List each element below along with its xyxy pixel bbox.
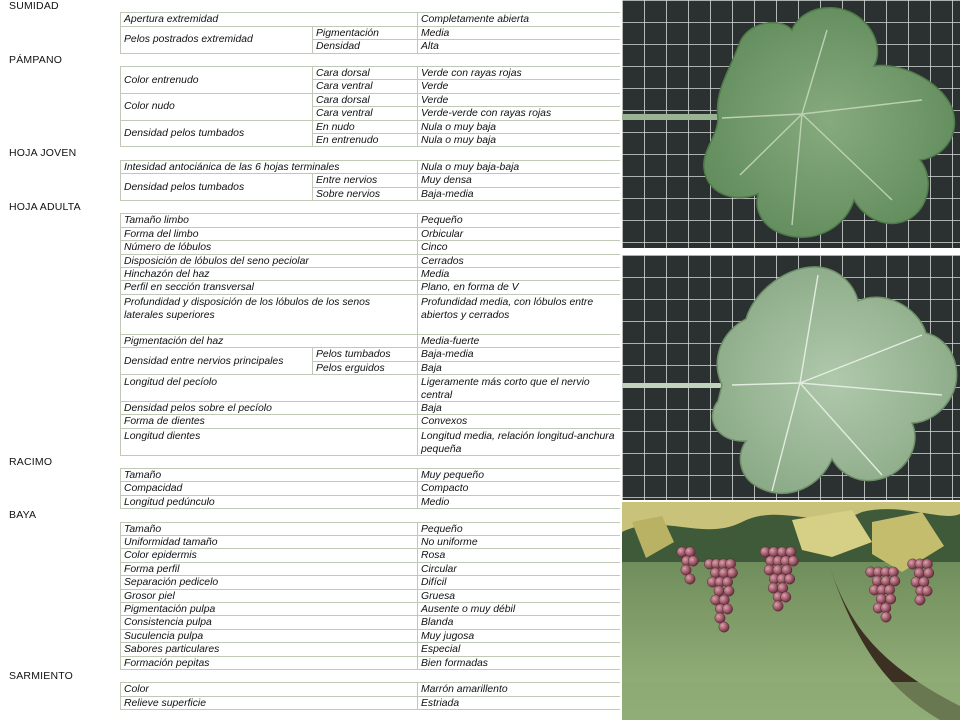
grape-berry <box>924 568 934 578</box>
table-left-border <box>120 107 121 120</box>
grape-berry <box>727 568 737 578</box>
table-left-border <box>120 523 121 536</box>
attribute-label: Uniformidad tamaño <box>124 537 218 548</box>
attribute-label: Densidad pelos sobre el pecíolo <box>124 403 272 414</box>
column-divider <box>417 536 418 549</box>
table-left-border <box>120 402 121 415</box>
table-row <box>0 107 620 120</box>
column-divider <box>417 107 418 120</box>
table-left-border <box>120 429 121 456</box>
grape-cluster-image <box>622 502 960 720</box>
table-left-border <box>120 496 121 509</box>
attribute-label: Color nudo <box>124 101 175 113</box>
column-divider <box>417 80 418 93</box>
column-divider <box>312 107 313 120</box>
attribute-label: Forma perfil <box>124 563 180 575</box>
table-left-border <box>120 576 121 589</box>
column-divider <box>417 67 418 80</box>
column-divider <box>417 348 418 361</box>
table-row <box>0 121 620 140</box>
attribute-value: Muy jugosa <box>421 630 475 642</box>
column-divider <box>417 134 418 147</box>
grape-cluster-photo <box>622 502 960 720</box>
table-left-border <box>120 241 121 254</box>
table-row <box>0 429 620 456</box>
table-row <box>0 683 620 696</box>
table-left-border <box>120 228 121 241</box>
attribute-value: Cinco <box>421 242 448 254</box>
table-left-border <box>120 630 121 643</box>
attribute-value: Difícil <box>421 577 447 589</box>
attribute-value: Circular <box>421 563 457 575</box>
column-divider <box>417 174 418 187</box>
table-row <box>0 27 620 46</box>
column-divider <box>417 590 418 603</box>
grape-berry <box>890 576 900 586</box>
section-heading: PÁMPANO <box>9 53 63 66</box>
section-heading: RACIMO <box>9 455 53 468</box>
photo-column <box>622 0 960 720</box>
sub-attribute-label: Pelos tumbados <box>316 349 391 361</box>
attribute-label: Tamaño <box>124 523 162 535</box>
table-row <box>0 536 620 549</box>
table-left-border <box>120 27 121 40</box>
table-row <box>0 80 620 93</box>
attribute-label: Pigmentación del haz <box>124 336 224 347</box>
attribute-value: Verde <box>421 81 449 93</box>
column-divider <box>417 683 418 696</box>
attribute-value: Media <box>421 269 450 280</box>
attribute-value: Verde <box>421 94 449 106</box>
attribute-value: Bien formadas <box>421 657 488 669</box>
grape-berry <box>915 595 925 605</box>
attribute-value: Marrón amarillento <box>421 684 508 696</box>
grape-berry <box>781 592 791 602</box>
attribute-label: Compacidad <box>124 483 183 495</box>
table-row <box>0 643 620 656</box>
attribute-label: Formación pepitas <box>124 657 210 669</box>
table-row <box>0 697 620 710</box>
attribute-value: Cerrados <box>421 255 464 267</box>
column-divider <box>417 616 418 629</box>
table-row <box>0 469 620 482</box>
table-row <box>0 616 620 629</box>
table-row <box>0 496 620 509</box>
column-divider <box>417 469 418 482</box>
column-divider <box>417 161 418 174</box>
table-left-border <box>120 362 121 375</box>
attribute-value: Estriada <box>421 697 460 709</box>
attribute-value: Ligeramente más corto que el nervio central <box>421 377 590 402</box>
table-left-border <box>120 214 121 227</box>
table-row <box>0 241 620 254</box>
attribute-label: Tamaño limbo <box>124 215 189 227</box>
attribute-label: Grosor piel <box>124 590 175 602</box>
table-row <box>0 214 620 227</box>
column-divider <box>312 40 313 53</box>
attribute-label: Color entrenudo <box>124 74 199 86</box>
grape-berry <box>724 586 734 596</box>
grape-berry <box>782 565 792 575</box>
sub-attribute-label: Cara ventral <box>316 108 373 120</box>
sub-attribute-label: En nudo <box>316 121 355 133</box>
attribute-label: Consistencia pulpa <box>124 617 212 629</box>
rule-line <box>120 669 620 670</box>
table-row <box>0 228 620 241</box>
attribute-value: Baja <box>421 362 442 374</box>
attribute-value: Convexos <box>421 416 468 428</box>
attribute-label: Profundidad y disposición de los lóbulos de los senos laterales superiores <box>124 296 371 321</box>
table-left-border <box>120 415 121 428</box>
section-heading: SUMIDAD <box>9 0 59 12</box>
attribute-label: Perfil en sección transversal <box>124 282 254 294</box>
column-divider <box>417 576 418 589</box>
column-divider <box>312 188 313 201</box>
rule-line <box>120 146 620 147</box>
grape-berry <box>884 585 894 595</box>
leaf-underside-image <box>622 255 960 500</box>
attribute-label: Tamaño <box>124 470 162 481</box>
section-heading: HOJA ADULTA <box>9 201 81 213</box>
table-left-border <box>120 67 121 80</box>
grape-berry <box>722 604 732 614</box>
table-row <box>0 482 620 495</box>
column-divider <box>417 563 418 576</box>
attribute-label: Separación pedicelo <box>124 577 219 589</box>
sub-attribute-label: Pelos erguidos <box>316 362 385 374</box>
attribute-label: Pigmentación pulpa <box>124 604 216 615</box>
attribute-label: Apertura extremidad <box>124 14 219 26</box>
attribute-value: Baja-media <box>421 349 474 361</box>
column-divider <box>312 134 313 147</box>
attribute-label: Relieve superficie <box>124 697 207 709</box>
attribute-value: Baja-media <box>421 188 474 200</box>
column-divider <box>417 496 418 509</box>
column-divider <box>417 429 418 456</box>
table-row <box>0 375 620 402</box>
table-left-border <box>120 121 121 134</box>
table-left-border <box>120 683 121 696</box>
column-divider <box>312 174 313 187</box>
table-left-border <box>120 268 121 281</box>
column-divider <box>417 268 418 281</box>
attribute-label: Longitud pedúnculo <box>124 496 215 508</box>
attribute-label: Densidad pelos tumbados <box>124 128 245 140</box>
grape-berry <box>886 594 896 604</box>
column-divider <box>417 415 418 428</box>
grape-berry <box>788 556 798 566</box>
attribute-label: Suculencia pulpa <box>124 630 204 642</box>
table-row <box>0 362 620 375</box>
attribute-value: Blanda <box>421 617 454 629</box>
attribute-value: Verde con rayas rojas <box>421 68 522 79</box>
column-divider <box>417 255 418 268</box>
attribute-value: Nula o muy baja-baja <box>421 161 520 173</box>
column-divider <box>417 40 418 53</box>
attribute-value: Profundidad media, con lóbulos entre abiertos y cerrados <box>421 296 594 321</box>
column-divider <box>312 362 313 375</box>
attribute-value: Pequeño <box>421 523 463 535</box>
table-left-border <box>120 134 121 147</box>
column-divider <box>417 94 418 107</box>
attribute-value: Medio <box>421 496 450 508</box>
column-divider <box>417 402 418 415</box>
attribute-label: Sabores particulares <box>124 644 220 656</box>
attribute-label: Pelos postrados extremidad <box>124 34 253 46</box>
attribute-value: Ausente o muy débil <box>421 604 516 615</box>
column-divider <box>417 13 418 26</box>
column-divider <box>312 67 313 80</box>
table-row <box>0 94 620 113</box>
column-divider <box>417 603 418 616</box>
table-row <box>0 335 620 348</box>
column-divider <box>417 630 418 643</box>
table-row <box>0 415 620 428</box>
table-row <box>0 40 620 53</box>
table-row <box>0 255 620 268</box>
table-left-border <box>120 643 121 656</box>
attribute-value: Especial <box>421 644 461 656</box>
table-left-border <box>120 563 121 576</box>
rule-line <box>120 53 620 54</box>
grape-berry <box>888 567 898 577</box>
attribute-value: Verde-verde con rayas rojas <box>421 108 552 120</box>
table-row <box>0 188 620 201</box>
sub-attribute-label: Entre nervios <box>316 175 378 187</box>
attribute-label: Disposición de lóbulos del seno peciolar <box>124 255 309 267</box>
rule-line <box>120 508 620 509</box>
table-row <box>0 590 620 603</box>
grape-berry <box>688 556 698 566</box>
attribute-value: Plano, en forma de V <box>421 282 519 294</box>
attribute-value: Muy pequeño <box>421 470 484 481</box>
table-row <box>0 174 620 193</box>
table-left-border <box>120 161 121 174</box>
table-left-border <box>120 80 121 93</box>
column-divider <box>417 523 418 536</box>
column-divider <box>417 482 418 495</box>
attribute-value: Completamente abierta <box>421 14 530 26</box>
grape-berry <box>768 583 778 593</box>
attribute-value: Nula o muy baja <box>421 121 497 133</box>
leaf-upper-side-image <box>622 0 960 248</box>
sub-attribute-label: En entrenudo <box>316 135 379 146</box>
table-row <box>0 281 620 294</box>
attribute-value: Nula o muy baja <box>421 135 497 146</box>
table-left-border <box>120 281 121 294</box>
table-row <box>0 134 620 147</box>
grape-berry <box>784 574 794 584</box>
column-divider <box>417 295 418 335</box>
table-row <box>0 268 620 281</box>
rule-line <box>120 455 620 456</box>
column-divider <box>417 281 418 294</box>
column-divider <box>417 214 418 227</box>
sub-attribute-label: Pigmentación <box>316 27 379 39</box>
attribute-value: Compacto <box>421 483 469 495</box>
sub-attribute-label: Cara dorsal <box>316 94 370 106</box>
attribute-label: Color <box>124 684 149 696</box>
table-left-border <box>120 174 121 187</box>
leaf-upper-side-photo <box>622 0 960 248</box>
grape-berry <box>773 601 783 611</box>
grape-berry <box>719 622 729 632</box>
column-divider <box>417 697 418 710</box>
attribute-value: Alta <box>421 41 439 53</box>
leaf-underside-photo <box>622 255 960 500</box>
table-row <box>0 603 620 616</box>
table-row <box>0 13 620 26</box>
table-left-border <box>120 469 121 482</box>
table-row <box>0 549 620 562</box>
column-divider <box>312 27 313 40</box>
column-divider <box>417 121 418 134</box>
attribute-label: Color epidermis <box>124 550 197 562</box>
column-divider <box>417 375 418 402</box>
attribute-value: Gruesa <box>421 590 456 602</box>
table-left-border <box>120 40 121 53</box>
sub-attribute-label: Cara dorsal <box>316 68 370 79</box>
table-left-border <box>120 603 121 616</box>
attribute-value: No uniforme <box>421 537 478 548</box>
column-divider <box>417 228 418 241</box>
table-left-border <box>120 657 121 670</box>
table-left-border <box>120 482 121 495</box>
attribute-label: Longitud del pecíolo <box>124 377 218 389</box>
attribute-label: Intesidad antociánica de las 6 hojas terminales <box>124 161 340 173</box>
column-divider <box>417 643 418 656</box>
column-divider <box>417 657 418 670</box>
table-left-border <box>120 549 121 562</box>
table-row <box>0 657 620 670</box>
grape-berry <box>722 577 732 587</box>
column-divider <box>417 362 418 375</box>
column-divider <box>312 94 313 107</box>
sub-attribute-label: Cara ventral <box>316 81 373 93</box>
grape-berry <box>786 547 796 557</box>
attribute-label: Densidad entre nervios principales <box>124 356 284 368</box>
section-heading: BAYA <box>9 509 37 522</box>
grape-berry <box>881 612 891 622</box>
table-row <box>0 295 620 335</box>
attribute-value: Media <box>421 27 450 39</box>
table-row <box>0 402 620 415</box>
column-divider <box>312 121 313 134</box>
attribute-label: Forma de dientes <box>124 416 205 428</box>
attribute-label: Número de lóbulos <box>124 242 212 254</box>
table-row <box>0 630 620 643</box>
attribute-value: Pequeño <box>421 215 463 227</box>
attribute-value: Rosa <box>421 550 446 562</box>
attribute-value: Muy densa <box>421 175 472 187</box>
grape-berry <box>725 559 735 569</box>
attribute-value: Baja <box>421 403 442 414</box>
rule-line <box>120 709 620 710</box>
column-divider <box>417 27 418 40</box>
column-divider <box>417 549 418 562</box>
table-left-border <box>120 697 121 710</box>
table-left-border <box>120 295 121 335</box>
table-left-border <box>120 94 121 107</box>
section-heading: HOJA JOVEN <box>9 147 77 160</box>
sub-attribute-label: Sobre nervios <box>316 188 381 200</box>
column-divider <box>417 188 418 201</box>
attribute-value: Media-fuerte <box>421 336 480 347</box>
attribute-label: Longitud dientes <box>124 430 201 442</box>
table-left-border <box>120 255 121 268</box>
attribute-label: Hinchazón del haz <box>124 269 210 280</box>
table-row <box>0 523 620 536</box>
column-divider <box>312 80 313 93</box>
attribute-value: Orbicular <box>421 228 464 240</box>
table-left-border <box>120 375 121 402</box>
column-divider <box>417 335 418 348</box>
table-left-border <box>120 335 121 348</box>
table-row <box>0 576 620 589</box>
table-row <box>0 563 620 576</box>
sub-attribute-label: Densidad <box>316 41 360 53</box>
grape-berry <box>685 574 695 584</box>
attribute-label: Forma del limbo <box>124 228 199 240</box>
grape-berry <box>922 559 932 569</box>
table-left-border <box>120 536 121 549</box>
table-row <box>0 67 620 86</box>
attribute-label: Densidad pelos tumbados <box>124 181 245 193</box>
table-left-border <box>120 13 121 26</box>
table-left-border <box>120 348 121 361</box>
rule-line <box>120 200 620 201</box>
table-row <box>0 161 620 174</box>
column-divider <box>312 348 313 361</box>
table-left-border <box>120 188 121 201</box>
table-left-border <box>120 616 121 629</box>
attribute-value: Longitud media, relación longitud-anchura pequeña <box>421 430 615 455</box>
table-left-border <box>120 590 121 603</box>
grape-berry <box>922 586 932 596</box>
section-heading: SARMIENTO <box>9 670 74 682</box>
column-divider <box>417 241 418 254</box>
